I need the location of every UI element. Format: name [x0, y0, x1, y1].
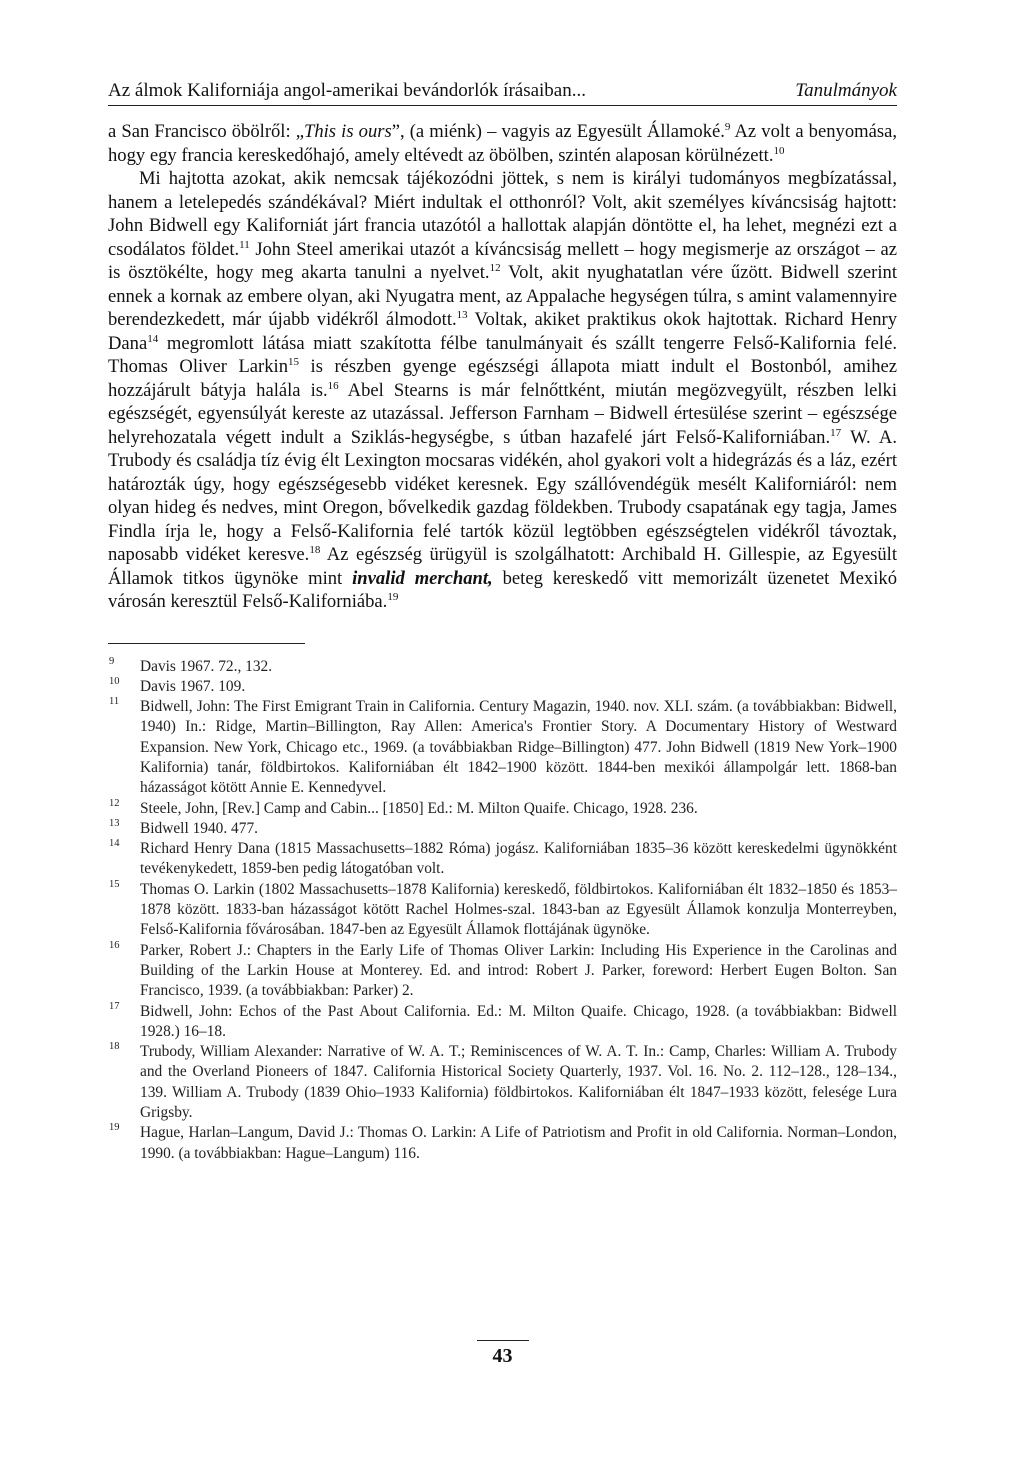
text-run: a San Francisco öbölről: „ — [108, 121, 304, 142]
footnote-text: Thomas O. Larkin (1802 Massachusetts–1878 Kalifornia) kereskedő, földbirtokos. Kaliforniában élt 1832–1850 és 1853–1878 között. 1833-ban házasságot kötött Rachel Holmes-szal. 1843-ban az Egyesült Államok konzulja Monterreyben, Felső-Kalifornia fővárosában. 1847-ben az Egyesült Államok flottájának ügynöke. — [140, 880, 897, 939]
footnote-text: Richard Henry Dana (1815 Massachusetts–1882 Róma) jogász. Kaliforniában 1835–36 között kereskedelmi ügynökként tevékenykedett, 1859-ben pedig látogatóban volt. — [140, 840, 897, 878]
footnote-separator — [108, 643, 305, 644]
footnote-text: Davis 1967. 72., 132. — [140, 657, 273, 675]
footnote — [108, 657, 897, 677]
footnote — [108, 941, 897, 1002]
emphasis-text: invalid merchant, — [352, 567, 493, 589]
footnote-ref: 10 — [773, 144, 785, 157]
footnote-ref: 11 — [239, 238, 250, 251]
footnote — [108, 1002, 897, 1043]
footnote-text: Trubody, William Alexander: Narrative of W. A. T.; Reminiscences of W. A. T. In.: Camp, Charles: William A. Trubody and the Overland Pioneers of 1847. California Historical Society Quarterly, 1937. Vol. 16. No. 2. 112–128., 128–134., 139. William A. Trubody (1839 Ohio–1933 Kalifornia) földbirtokos. Kaliforniában élt 1847–1933 között, felesége Lura Grigsby. — [140, 1043, 897, 1122]
footnote-number: 16 — [109, 939, 120, 951]
text-run: John Steel amerikai utazót a kíváncsiság mellett – hogy megismerje az országot – az is ösztökélte, hogy meg akarta tanulni a nyelvet. — [108, 238, 897, 283]
footnote — [108, 1123, 897, 1164]
footnote-text: Bidwell 1940. 477. — [140, 819, 258, 837]
footnote-ref: 12 — [489, 262, 501, 274]
footnotes — [108, 657, 897, 1164]
footnote — [108, 799, 897, 819]
text-run: Az egészség ürügyül is szolgálhatott: Archibald H. Gillespie, az Egyesült Államok titkos ügynöke mint — [108, 544, 897, 589]
footnote-ref: 17 — [830, 426, 842, 439]
body-paragraph — [108, 167, 897, 614]
footnote-number: 15 — [109, 878, 120, 890]
footnote — [108, 1042, 897, 1123]
footnote-ref: 18 — [309, 544, 321, 556]
footnote-text: Steele, John, [Rev.] Camp and Cabin... [1850] Ed.: M. Milton Quaife. Chicago, 1928. 236. — [140, 799, 698, 817]
italic-text: This is ours — [304, 121, 392, 142]
text-run: W. A. Trubody és családja tíz évig élt Lexington mocsaras vidékén, ahol gyakori volt a hidegrázás és a láz, ezért határozták úgy, hogy egészségesebb vidéket keresnek. Egy szállóvendégük mesélt Kaliforniáról: nem olyan hideg és nedves, mint Oregon, bővelkedik gazdag földekben. Trubody csapatának egy tagja, James Findla írja le, hogy a Felső-Kalifornia felé tartók közül legtöbben egészségtelen vidékről távoztak, naposabb vidéket keresve. — [108, 426, 897, 565]
text-run: Abel Stearns is már felnőttként, miután megözvegyült, részben lelki egészségét, egyensúlyát kereste az utazással. Jefferson Farnham – Bidwell értesülése szerint – egészsége helyrehozatala végett indult a Sziklás-hegységbe, s útban hazafelé járt Felső-Kaliforniában. — [108, 379, 897, 448]
footnote-text: Bidwell, John: The First Emigrant Train in California. Century Magazin, 1940. nov. XLI. szám. (a továbbiakban: Bidwell, 1940) In.: Ridge, Martin–Billington, Ray Allen: America's Frontier Story. A Documentary History of Westward Expansion. New York, Chicago etc., 1969. (a továbbiakban Ridge–Billington) 477. John Bidwell (1819 New York–1900 Kalifornia) tanár, földbirtokos. Kaliforniában élt 1842–1900 között. 1844-ben mexikói állampolgár lett. 1868-ban házasságot kötött Annie E. Kennedyvel. — [140, 698, 897, 797]
text-run: ”, (a miénk) – vagyis az Egyesült Államoké. — [391, 121, 725, 142]
page-number — [108, 1340, 897, 1368]
text-run: Az volt a benyomása, hogy egy francia kereskedőhajó, amely eltévedt az öbölben, szintén alaposan körülnézett. — [108, 121, 897, 166]
footnote-ref: 14 — [147, 332, 159, 345]
footnote — [108, 697, 897, 798]
footnote-number: 12 — [109, 797, 120, 809]
text-run: Volt, akit nyughatatlan vére űzött. Bidwell szerint ennek a kornak az embere olyan, aki Nyugatra ment, az Appalache hegységen túlra, s amint valamennyire berendezkedett, már újabb vidékről álmodott. — [108, 262, 897, 330]
footnote — [108, 677, 897, 697]
body-paragraph — [108, 120, 897, 167]
footnote-text: Davis 1967. 109. — [140, 677, 246, 695]
running-header — [108, 80, 897, 106]
footnote-number: 19 — [109, 1122, 120, 1134]
page — [108, 80, 897, 1367]
footnote — [108, 880, 897, 941]
footnote-number: 10 — [109, 675, 120, 687]
text-run: megromlott látása miatt szakította félbe tanulmányait és szállt tengerre Felső-Kalifornia felé. Thomas Oliver Larkin — [108, 332, 897, 377]
text-run: Voltak, akiket praktikus okok hajtottak. Richard Henry Dana — [108, 309, 897, 354]
footnote-number: 14 — [109, 838, 120, 850]
footnote-text: Hague, Harlan–Langum, David J.: Thomas O. Larkin: A Life of Patriotism and Profit in old California. Norman–London, 1990. (a továbbiakban: Hague–Langum) 116. — [140, 1124, 897, 1162]
footnote-ref: 16 — [327, 379, 339, 392]
footnote-ref: 19 — [387, 591, 399, 603]
running-title: Az álmok Kaliforniája angol-amerikai bevándorlók írásaiban... — [108, 80, 586, 101]
footnote-number: 13 — [109, 817, 120, 829]
footnote — [108, 839, 897, 880]
footnote-ref: 15 — [288, 356, 300, 368]
footnote-text: Bidwell, John: Echos of the Past About California. Ed.: M. Milton Quaife. Chicago, 1928. (a továbbiakban: Bidwell 1928.) 16–18. — [140, 1002, 897, 1040]
text-run: beteg kereskedő vitt memorizált üzenetet Mexikó városán keresztül Felső-Kaliforniába. — [108, 567, 897, 612]
page-number-label: 43 — [477, 1340, 529, 1368]
footnote-ref: 13 — [456, 309, 468, 321]
footnote-text: Parker, Robert J.: Chapters in the Early Life of Thomas Oliver Larkin: Including His Experience in the Carolinas and Building of the Larkin House at Monterey. Ed. and introd: Robert J. Parker, foreword: Herbert Eugen Bolton. San Francisco, 1939. (a továbbiakban: Parker) 2. — [140, 941, 897, 1000]
section-label: Tanulmányok — [795, 80, 897, 101]
footnote-ref: 9 — [724, 121, 731, 133]
footnote-number: 17 — [109, 1000, 120, 1012]
footnote — [108, 819, 897, 839]
text-run: Mi hajtotta azokat, akik nemcsak tájékozódni jöttek, s nem is királyi tudományos megbízatással, hanem a letelepedés szándékával? Miért indultak el otthonról? Volt, akit személyes kíváncsiság hajtott: John Bidwell egy Kaliforniát járt francia utazótól a hallottak alapján döntötte el, ha lehet, megnézi ezt a csodálatos földet. — [108, 168, 897, 260]
footnote-number: 9 — [109, 655, 115, 667]
text-run: is részben gyenge egészségi állapota miatt indult el Bostonból, amihez hozzájárult bátyja halála is. — [108, 356, 897, 401]
footnote-number: 18 — [109, 1041, 120, 1053]
footnote-number: 11 — [109, 696, 120, 708]
body-text — [108, 120, 897, 614]
